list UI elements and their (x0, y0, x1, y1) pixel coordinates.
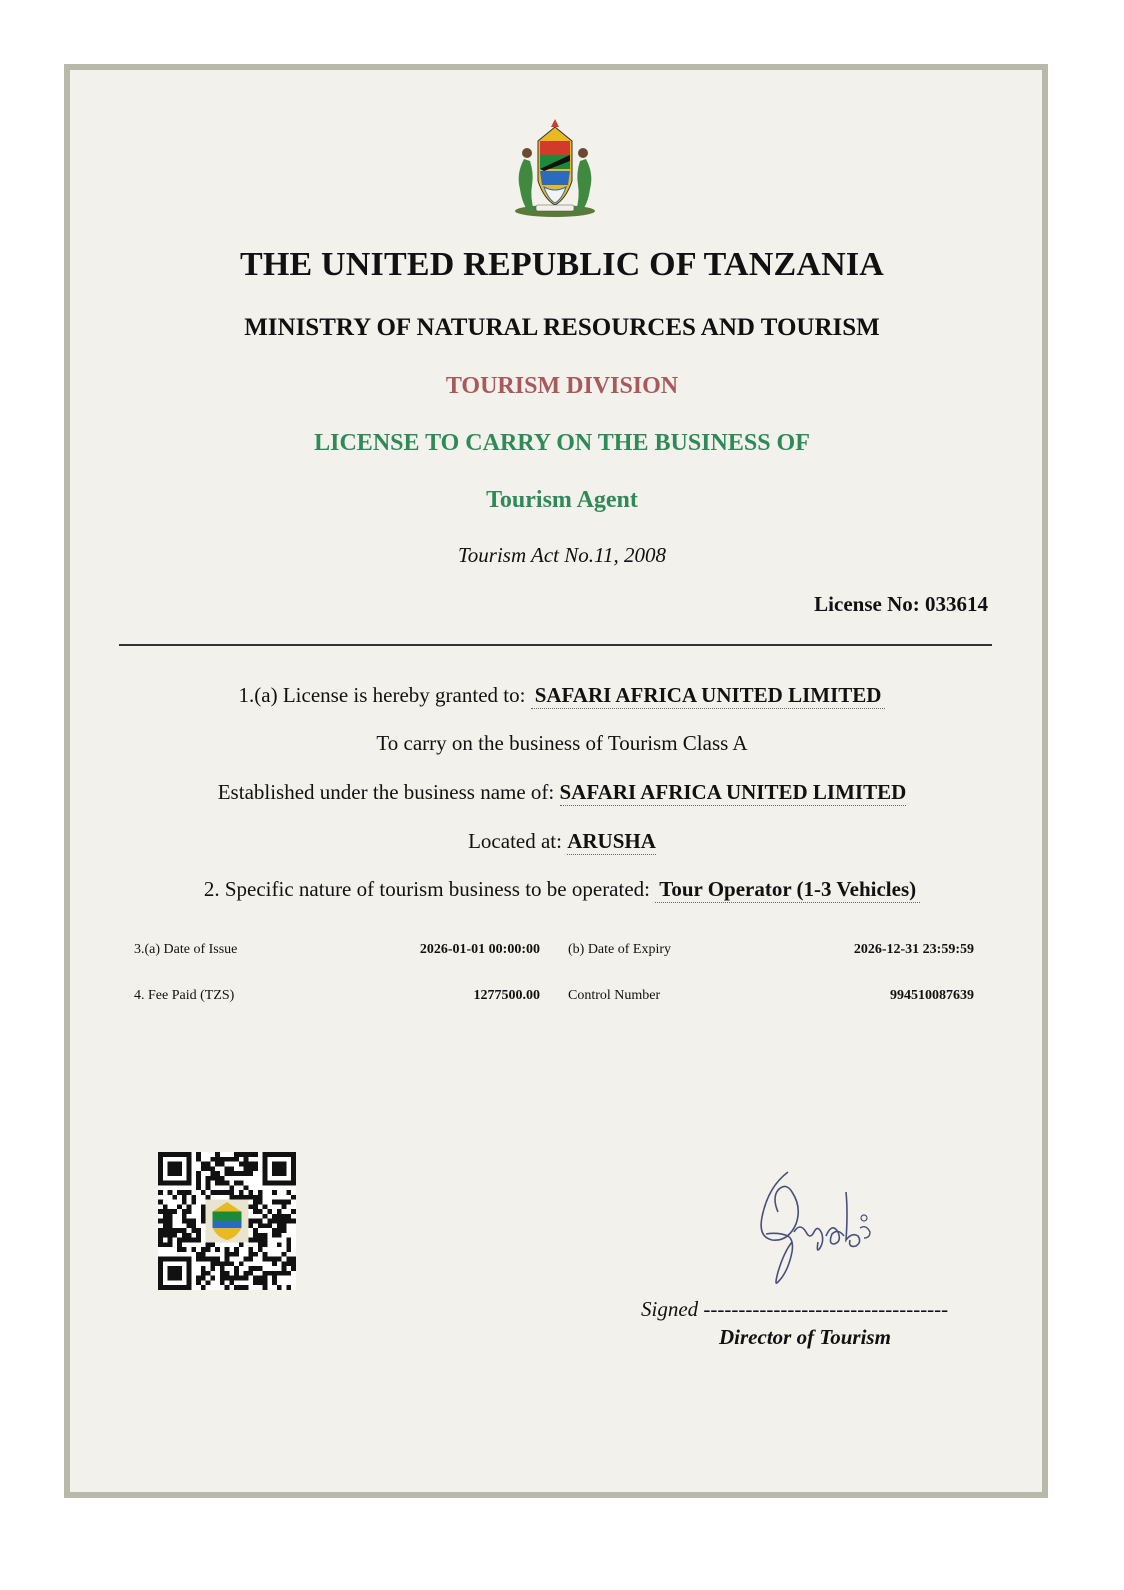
coat-of-arms-icon (510, 119, 600, 219)
expiry-date-value: 2026-12-31 23:59:59 (853, 942, 974, 957)
issue-date-label: 3.(a) Date of Issue (134, 942, 238, 957)
control-number-label: Control Number (568, 988, 661, 1003)
established-line (0, 780, 1124, 805)
expiry-date-label: (b) Date of Expiry (568, 942, 672, 957)
nature-line (0, 877, 1124, 902)
act-reference: Tourism Act No.11, 2008 (458, 543, 666, 567)
carry-on-line: To carry on the business of Tourism Class A (376, 731, 748, 755)
established-label: Established under the business name of: (217, 780, 555, 804)
qr-code-icon (158, 1152, 296, 1290)
director-signature (748, 1162, 878, 1290)
country-title: THE UNITED REPUBLIC OF TANZANIA (239, 246, 885, 283)
granted-label: 1.(a) License is hereby granted to: (238, 683, 526, 707)
located-label: Located at: (468, 829, 562, 853)
nature-label: 2. Specific nature of tourism business to be operated: (203, 877, 650, 901)
established-value: SAFARI AFRICA UNITED LIMITED (559, 780, 907, 804)
nature-value: Tour Operator (1-3 Vehicles) (655, 877, 920, 903)
located-value: ARUSHA (567, 829, 656, 853)
issue-date-value: 2026-01-01 00:00:00 (419, 942, 540, 957)
fee-label: 4. Fee Paid (TZS) (134, 988, 235, 1003)
business-type: Tourism Agent (486, 487, 638, 513)
division-title: TOURISM DIVISION (445, 373, 679, 399)
divider (119, 644, 992, 646)
granted-value: SAFARI AFRICA UNITED LIMITED (531, 683, 886, 709)
ministry-title: MINISTRY OF NATURAL RESOURCES AND TOURISM (244, 314, 880, 341)
control-number-value: 994510087639 (890, 988, 974, 1003)
signed-line: Signed ----------------------------------- (641, 1297, 949, 1321)
license-number: License No: 033614 (814, 592, 988, 616)
signatory-title: Director of Tourism (719, 1325, 891, 1349)
granted-line (0, 683, 1124, 708)
license-heading: LICENSE TO CARRY ON THE BUSINESS OF (314, 430, 810, 456)
located-line (0, 829, 1124, 854)
fee-value: 1277500.00 (473, 988, 540, 1003)
